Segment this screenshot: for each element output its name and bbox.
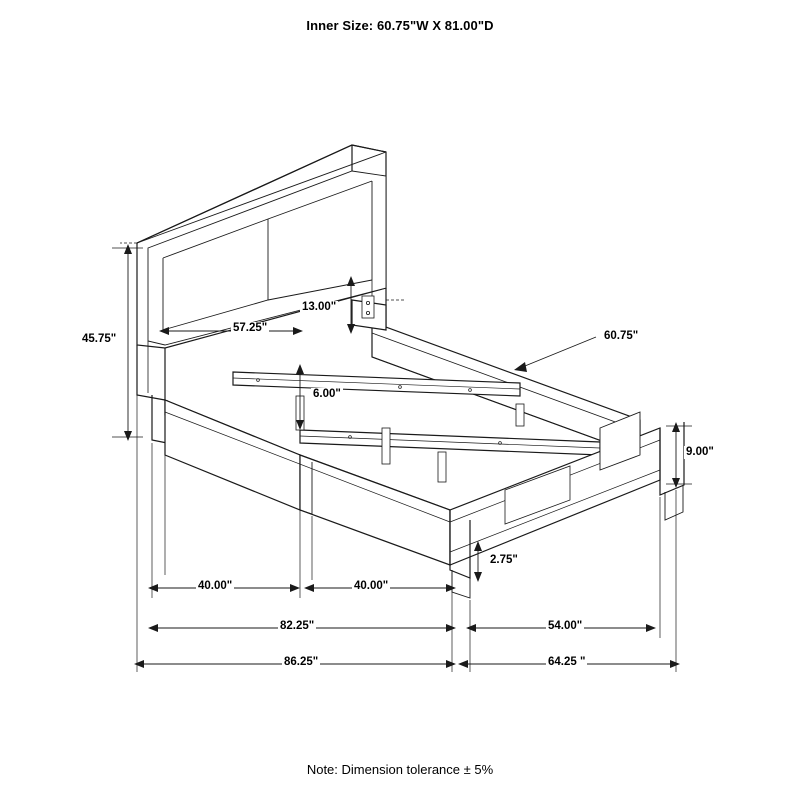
dimension-label-overall-depth: 64.25 " [548, 656, 586, 668]
dimension-label-headboard-width: 57.25" [233, 322, 268, 334]
page-title: Inner Size: 60.75"W X 81.00"D [306, 18, 494, 33]
dimension-label-leg-height: 2.75" [490, 554, 518, 566]
dimension-label-inner-width: 60.75" [604, 330, 639, 342]
dimension-label-left-segment: 40.00" [198, 580, 233, 592]
tolerance-note: Note: Dimension tolerance ± 5% [306, 762, 494, 777]
dimension-label-overall-length-inner: 82.25" [280, 620, 315, 632]
dimension-label-right-segment: 40.00" [354, 580, 389, 592]
dimension-label-rail-height: 9.00" [686, 446, 714, 458]
dimension-label-overall-length: 86.25" [284, 656, 319, 668]
dimension-label-headboard-height: 45.75" [82, 333, 117, 345]
dimension-label-headboard-to-rail: 13.00" [302, 301, 337, 313]
dimension-label-side-depth: 54.00" [548, 620, 583, 632]
dimension-label-slat-clearance: 6.00" [313, 388, 341, 400]
